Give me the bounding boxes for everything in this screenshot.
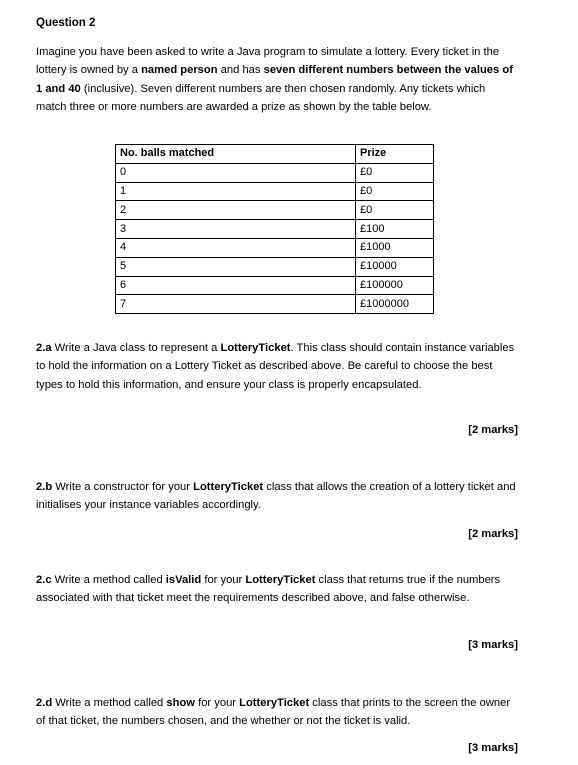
- balls-cell: 1: [116, 182, 356, 201]
- prize-cell: £1000000: [356, 295, 434, 314]
- balls-cell: 3: [116, 220, 356, 239]
- table-row: [116, 238, 434, 257]
- table-row: [116, 257, 434, 276]
- balls-cell: 5: [116, 257, 356, 276]
- prize-cell: £100: [356, 220, 434, 239]
- table-row: [116, 182, 434, 201]
- prize-cell: £0: [356, 201, 434, 220]
- part-2d-marks: [3 marks]: [468, 742, 518, 754]
- balls-cell: 4: [116, 238, 356, 257]
- part-2c-text: 2.c Write a method called isValid for your LotteryTicket class that returns true if the numbers associated with that ticket meet the requirements described above, and false otherwise.: [36, 574, 501, 605]
- table-row: [116, 295, 434, 314]
- table-header-row: [116, 145, 434, 164]
- prize-cell: £100000: [356, 276, 434, 295]
- part-2c-marks: [3 marks]: [468, 639, 518, 651]
- part-2d-text: 2.d Write a method called show for your LotteryTicket class that prints to the screen the owner of that ticket, the numbers chosen, and the whether or not the ticket is valid.: [36, 697, 511, 728]
- table-row: [116, 163, 434, 182]
- intro-paragraph: Imagine you have been asked to write a Java program to simulate a lottery. Every ticket in the lottery is owned by a named person and has seven different numbers between the values of 1 and 40 (inclusive). Seven different numbers are then chosen randomly. Any tickets which match three or more numbers are awarded a prize as shown by the table below.: [36, 46, 513, 114]
- header-prize: Prize: [356, 145, 434, 164]
- balls-cell: 7: [116, 295, 356, 314]
- part-2b-text: 2.b Write a constructor for your LotteryTicket class that allows the creation of a lottery ticket and initialises your instance variables accordingly.: [36, 481, 516, 512]
- balls-cell: 0: [116, 163, 356, 182]
- prize-cell: £0: [356, 182, 434, 201]
- header-balls-matched: No. balls matched: [116, 145, 356, 164]
- prize-cell: £10000: [356, 257, 434, 276]
- table-row: [116, 220, 434, 239]
- table-row: [116, 201, 434, 220]
- prize-table: [115, 144, 434, 314]
- part-2a-marks: [2 marks]: [468, 424, 518, 436]
- balls-cell: 6: [116, 276, 356, 295]
- prize-cell: £0: [356, 163, 434, 182]
- balls-cell: 2: [116, 201, 356, 220]
- table-row: [116, 276, 434, 295]
- part-2b-marks: [2 marks]: [468, 528, 518, 540]
- part-2a-text: 2.a Write a Java class to represent a LotteryTicket. This class should contain instance variables to hold the information on a Lottery Ticket as described above. Be careful to choose the best types to hold this information, and ensure your class is properly encapsulated.: [36, 342, 515, 391]
- prize-cell: £1000: [356, 238, 434, 257]
- question-title: Question 2: [36, 17, 96, 29]
